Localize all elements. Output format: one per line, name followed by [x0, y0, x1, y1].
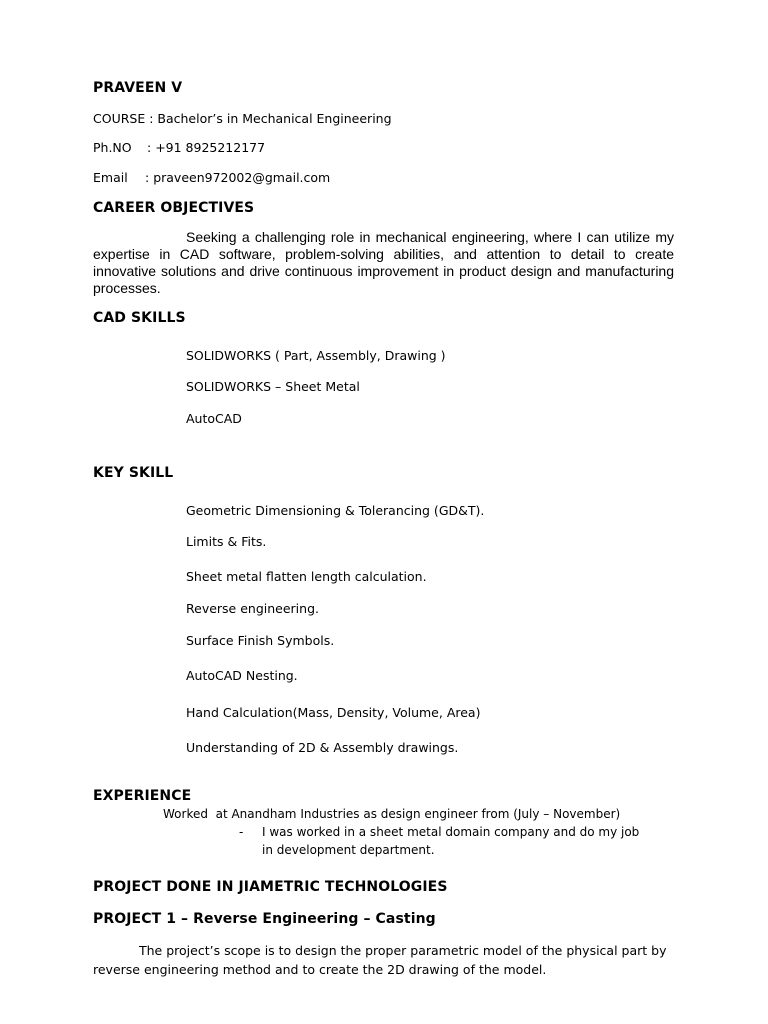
experience-bullet-marker: - [239, 825, 244, 839]
projects-heading: PROJECT DONE IN JIAMETRIC TECHNOLOGIES [93, 879, 448, 895]
experience-line: Worked at Anandham Industries as design engineer from (July – November) [163, 807, 621, 821]
project1-text: The project’s scope is to design the proper parametric model of the physical part by reverse engineering method and to create the 2D drawing of the model. [93, 943, 667, 977]
course-label: COURSE [93, 111, 146, 126]
experience-bullet-line: in development department. [262, 843, 435, 857]
key-skill-item: Limits & Fits. [186, 534, 267, 549]
course-line: COURSE : Bachelor’s in Mechanical Engineering [93, 111, 392, 126]
key-skill-item: Geometric Dimensioning & Tolerancing (GD&T). [186, 503, 485, 518]
phone-label: Ph.NO [93, 140, 132, 155]
key-skill-item: Sheet metal flatten length calculation. [186, 569, 427, 584]
key-skill-item: Understanding of 2D & Assembly drawings. [186, 740, 459, 755]
email-line: Email : praveen972002@gmail.com [93, 170, 331, 185]
cad-skill-item: SOLIDWORKS – Sheet Metal [186, 379, 360, 394]
career-objectives-heading: CAREER OBJECTIVES [93, 200, 255, 216]
key-skill-heading: KEY SKILL [93, 465, 174, 481]
phone-line: Ph.NO : +91 8925212177 [93, 140, 266, 155]
cad-skill-item: SOLIDWORKS ( Part, Assembly, Drawing ) [186, 348, 446, 363]
experience-heading: EXPERIENCE [93, 788, 192, 804]
key-skill-item: Surface Finish Symbols. [186, 633, 335, 648]
cad-skills-heading: CAD SKILLS [93, 310, 186, 326]
cad-skill-item: AutoCAD [186, 411, 242, 426]
email-value: praveen972002@gmail.com [153, 170, 331, 185]
phone-value: +91 8925212177 [155, 140, 266, 155]
project1-title: PROJECT 1 – Reverse Engineering – Casting [93, 911, 436, 927]
candidate-name: PRAVEEN V [93, 80, 183, 96]
career-objectives-text: Seeking a challenging role in mechanical engineering, where I can utilize my expertise in CAD software, problem-solving abilities, and attention to detail to create innovative solutions and drive continuous improvement in product design and manufacturing processes. [93, 229, 674, 296]
experience-bullet-line: I was worked in a sheet metal domain company and do my job [262, 825, 640, 839]
email-label: Email [93, 170, 128, 185]
key-skill-item: Hand Calculation(Mass, Density, Volume, Area) [186, 705, 481, 720]
course-value: Bachelor’s in Mechanical Engineering [157, 111, 392, 126]
key-skill-item: Reverse engineering. [186, 601, 319, 616]
key-skill-item: AutoCAD Nesting. [186, 668, 298, 683]
